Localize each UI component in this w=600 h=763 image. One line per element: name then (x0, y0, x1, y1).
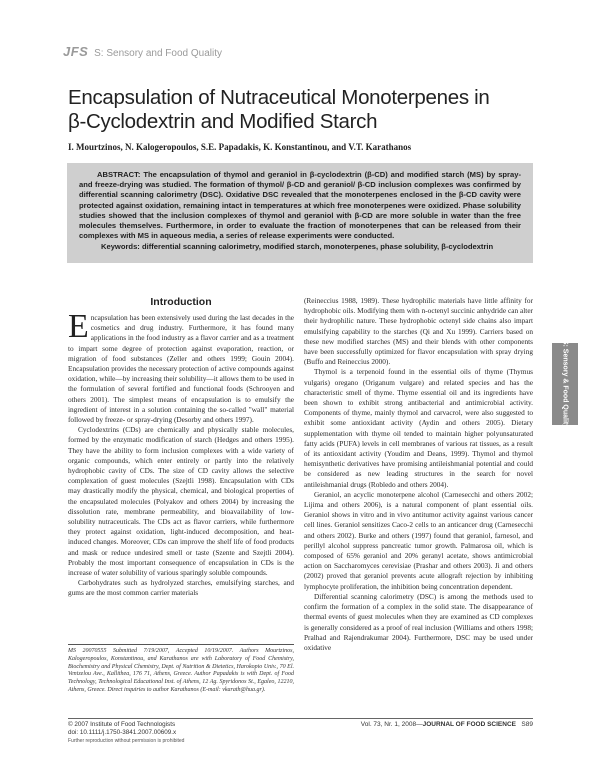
paragraph-text: ncapsulation has been extensively used during the last decades in the cosmetics and drug industry. Furthermore, it has found many applications in the food industry as a flavor carrier and as a treatment to impart some degree of protection against evaporation, reaction, or migration of food substances (Zeller and others 1999; Gouin 2004). Encapsulation provides the necessary protection of active compounds against oxidation, while—by increasing their solubility—it allows them to be used in the formulation of several fortified and functional foods (Schrooyen and others 2001). The simplest means of encapsulation is to emulsify the ingredient of interest in a solution containing the so-called "wall" material followed by freeze- or spray-drying (Desorby and others 1997). (68, 313, 294, 425)
abstract-box (67, 163, 533, 263)
section-name: S: Sensory and Food Quality (94, 48, 222, 59)
section-side-tab (552, 339, 578, 429)
abstract-label: ABSTRACT: (97, 170, 141, 179)
keywords-label: Keywords: (101, 242, 140, 252)
footnote-rule (68, 644, 294, 645)
authors: I. Mourtzinos, N. Kalogeropoulos, S.E. Papadakis, K. Konstantinou, and V.T. Karathanos (68, 142, 412, 152)
paragraph: Geraniol, an acyclic monoterpene alcohol (Carnesecchi and others 2002; Lijima and others 2006), is a natural component of plant essential oils. Geraniol shows in vitro and in vivo antitumor activity against various cancer cell lines. Geraniol sensitizes Caco-2 cells to an anticancer drug (Carnesecchi and others 2002). Burke and others (1997) found that geraniol, farnesol, and perillyl alcohol suppress pancreatic tumor growth. Palmarosa oil, which is composed of 65% geraniol and 20% geranyl acetate, shows antimicrobial action on Saccharomyces cerevisiae (Prashar and others 2003). Ji and others (2002) proved that geraniol prevents acute allograft rejection by inhibiting lymphocyte proliferation, the inhibition being concentration dependent. (304, 489, 533, 591)
abstract-text (79, 170, 521, 241)
journal-abbr: JFS (63, 44, 89, 59)
footer-journal (361, 721, 533, 728)
footnote: MS 20070555 Submitted 7/19/2007, Accepted 10/19/2007. Authors Mourtzinos, Kalogeropoulos, Konstantinou, and Karathanos are with Laboratory of Food Chemistry, Biochemistry and Physical Chemistry, Dept. of Nutrition & Dietetics, Harokopio Univ., 70 El. Venizelou Ave., Kallithea, 176 71, Athens, Greece. Author Papadakis is with Dept. of Food Technology, Technological Educational Inst. of Athens, 12 Ag. Spyridonos St., Egaleo, 12210, Athens, Greece. Direct inquiries to author Karathanos (E-mail: vkarath@hua.gr). (68, 648, 294, 693)
side-tab-label: S: Sensory & Food Quality (561, 339, 569, 429)
paragraph: (Reineccius 1988, 1989). These hydrophilic materials have little affinity for hydrophobic oils. Modifying them with n-octenyl succinic anhydride can alter their hydrophilic nature. These hydrophobic octenyl side chains also impart emulsifying capability to the starches (Qi and Xu 1999). Carriers based on these new modified starches (MS) and their blends with other components have been successfully optimized for flavor encapsulation with spray drying (Buffo and Reineccius 2000). (304, 296, 533, 367)
copyright: © 2007 Institute of Food Technologists (68, 721, 176, 728)
journal-name: JOURNAL OF FOOD SCIENCE (422, 721, 516, 728)
article-title (68, 86, 538, 134)
paragraph: Cyclodextrins (CDs) are chemically and physically stable molecules, formed by the enzymatic modification of starch (Hedges and others 1995). They have the ability to form inclusion complexes with a wide variety of organic compounds, which enter entirely or partly into the relatively hydrophobic cavity of CDs. The size of CD cavity allows the selective complexation of guest molecules (Szejtli 1998). Encapsulation with CDs may drastically modify the physical, chemical, and biological properties of the encapsulated molecules (Polyakov and others 2004) by increasing the dissolution rate, membrane permeability, and bioavailability of low-solubility nutraceuticals. The CDs act as flavor carriers, while furthermore they protect against oxidation, light-induced decomposition, and heat-induced changes. Moreover, CDs can improve the shelf life of food products and mask or reduce undesired smell or taste (Szente and Szejtli 2004). Probably the most important consequence of encapsulation in CDs is the increase of water solubility of various sparingly soluble compounds. (68, 425, 294, 578)
abstract-body: The encapsulation of thymol and geraniol in β-cyclodextrin (β-CD) and modified starch (MS) by spray- and freeze-drying was studied. The formation of thymol/ β-CD and geraniol/ β-CD inclusion complexes was confirmed by differential scanning calorimetry (DSC). Oxidative DSC revealed that the monoterpenes enclosed in the β-CD cavity were protected against oxidation, remaining intact in temperatures at which free monoterpenes were oxidized. Phase solubility studies showed that the inclusion complexes of thymol and geraniol with β-CD are more soluble in water than the free molecules themselves. Furthermore, in order to evaluate the fraction of monoterpenes that can be released from their complexes with MS in aqueous media, a series of release experiments were conducted. (79, 170, 521, 241)
page-number: S89 (521, 721, 533, 728)
doi: doi: 10.1111/j.1750-3841.2007.00609.x (68, 729, 177, 736)
footer-copyright (68, 721, 184, 745)
footer-rule (68, 718, 533, 719)
permission-note: Further reproduction without permission is prohibited (68, 738, 185, 744)
keywords-list: differential scanning calorimetry, modified starch, monoterpenes, phase solubility, β-cyclodextrin (141, 242, 494, 252)
title-line-2: β-Cyclodextrin and Modified Starch (68, 110, 378, 133)
paragraph: Thymol is a terpenoid found in the essential oils of thyme (Thymus vulgaris) oregano (Origanum vulgare) and related species and has the characteristic smell of thyme. Thyme essential oil and its ingredients have been shown to exhibit strong antibacterial and antimicrobial activity. Components of thyme, mainly thymol and carvacrol, were also suggested to exhibit some antioxidant activity (Aydin and others 2005). Dietary supplementation with thyme oil tended to maintain higher polyunsaturated fatty acids (PUFA) levels in cell membranes of various rat tissues, as a result of its antioxidant activity (Youdim and Deans, 1999). Thymol and thymol hemisynthetic derivatives have promising antileishmanial potential and could be considered as new leading structures in the search for novel antileishmanial drugs (Robledo and others 2004). (304, 367, 533, 489)
column-right (304, 296, 533, 653)
paragraph (68, 308, 294, 425)
paragraph: Carbohydrates such as hydrolyzed starches, emulsifying starches, and gums are the most common carrier materials (68, 578, 294, 598)
journal-volume: Vol. 73, Nr. 1, 2008— (360, 721, 423, 728)
running-header (63, 44, 222, 59)
column-left (68, 308, 294, 599)
paragraph: Differential scanning calorimetry (DSC) is among the methods used to confirm the formation of a complex in the solid state. The disappearance of thermal events of guest molecules when they are examined as CD complexes is generally considered as a proof of real inclusion (Williams and others 1998; Pralhad and Rajendrakumar 2004). Furthermore, DSC may be used under oxidative (304, 591, 533, 652)
drop-cap: E (68, 308, 89, 345)
section-heading-introduction: Introduction (150, 296, 212, 308)
keywords (79, 242, 521, 252)
title-line-1: Encapsulation of Nutraceutical Monoterpenes in (68, 86, 490, 109)
